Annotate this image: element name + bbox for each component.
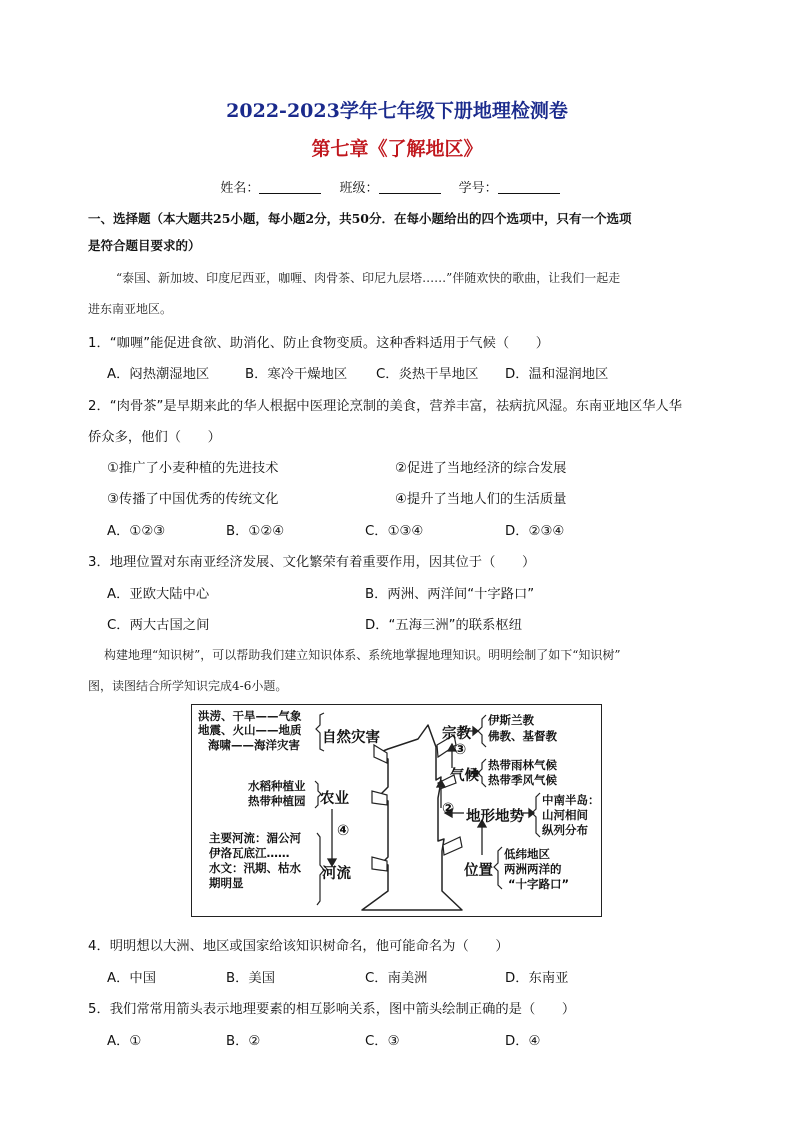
location-label: 位置: [464, 863, 493, 879]
question-3-option-a[interactable]: A．亚欧大陆中心: [107, 587, 210, 602]
question-5-option-c[interactable]: C．③: [365, 1034, 400, 1049]
marker-4: ④: [337, 823, 350, 839]
river-line-2: 伊洛瓦底江……: [209, 846, 290, 860]
figure-intro-line1: 构建地理“知识树”，可以帮助我们建立知识体系、系统地掌握地理知识。明明绘制了如下“知识树”: [104, 648, 621, 662]
river-line-4: 期明显: [209, 876, 244, 890]
question-4-option-a[interactable]: A．中国: [107, 971, 156, 986]
disaster-line-2: 地震、火山——地质: [198, 723, 302, 737]
religion-line-2: 佛教、基督教: [488, 729, 557, 743]
name-label: 姓名：: [220, 181, 260, 196]
disaster-line-1: 洪涝、干旱——气象: [198, 709, 302, 723]
location-line-1: 低纬地区: [504, 847, 550, 861]
question-2-stem-line1: 2．“肉骨茶”是早期来此的华人根据中医理论烹制的美食，营养丰富，祛病抗风湿。东南亚地区华人华: [88, 399, 683, 414]
question-5-stem: 5．我们常常用箭头表示地理要素的相互影响关系，图中箭头绘制正确的是（ ）: [88, 1002, 576, 1017]
question-4-option-c[interactable]: C．南美洲: [365, 971, 428, 986]
class-blank[interactable]: [379, 181, 441, 194]
bracket-religion: [478, 715, 486, 747]
bracket-terrain: [532, 793, 540, 837]
river-line-1: 主要河流：湄公河: [209, 831, 301, 845]
section-heading-line2: 是符合题目要求的）: [88, 238, 201, 253]
question-4-stem: 4．明明想以大洲、地区或国家给该知识树命名，他可能命名为（ ）: [88, 939, 509, 954]
figure-intro-line2: 图，读图结合所学知识完成4-6小题。: [88, 679, 288, 693]
disaster-line-3: 海啸——海洋灾害: [208, 738, 300, 752]
section-heading-line1: 一、选择题（本大题共25小题，每小题2分，共50分．在每小题给出的四个选项中，只有一个选项: [88, 211, 632, 226]
location-line-2: 两洲两洋的: [504, 862, 562, 876]
terrain-line-3: 纵列分布: [542, 823, 588, 837]
terrain-label: 地形地势: [466, 809, 524, 825]
agriculture-line-2: 热带种植园: [248, 794, 306, 808]
question-5-option-d[interactable]: D．④: [505, 1034, 541, 1049]
knowledge-tree-figure: [191, 704, 602, 917]
question-3-option-c[interactable]: C．两大古国之间: [107, 618, 210, 633]
question-2-option-b[interactable]: B．①②④: [226, 524, 285, 539]
river-label: 河流: [322, 866, 351, 882]
terrain-line-2: 山河相间: [542, 808, 588, 822]
climate-line-1: 热带雨林气候: [488, 758, 557, 772]
question-3-option-b[interactable]: B．两洲、两洋间“十字路口”: [365, 587, 535, 602]
branch-location: [443, 837, 462, 855]
name-blank[interactable]: [259, 181, 321, 194]
agriculture-label: 农业: [320, 791, 349, 807]
question-2-statement-1: ①推广了小麦种植的先进技术: [107, 461, 279, 476]
class-label: 班级：: [339, 181, 379, 196]
bracket-location: [494, 847, 502, 889]
question-2-stem-line2: 侨众多，他们（ ）: [88, 430, 221, 445]
exam-title: 2022-2023学年七年级下册地理检测卷: [226, 100, 568, 122]
id-blank[interactable]: [498, 181, 560, 194]
student-info-line: [0, 177, 794, 196]
question-2-option-a[interactable]: A．①②③: [107, 524, 166, 539]
question-1-option-b[interactable]: B．寒冷干燥地区: [245, 367, 348, 382]
question-4-option-b[interactable]: B．美国: [226, 971, 276, 986]
marker-3: ③: [454, 742, 467, 758]
question-2-option-d[interactable]: D．②③④: [505, 524, 565, 539]
marker-2: ②: [442, 801, 455, 817]
question-2-statement-3: ③传播了中国优秀的传统文化: [107, 492, 279, 507]
question-5-option-a[interactable]: A．①: [107, 1034, 142, 1049]
climate-line-2: 热带季风气候: [488, 773, 557, 787]
question-1-option-d[interactable]: D．温和湿润地区: [505, 367, 609, 382]
question-2-statement-2: ②促进了当地经济的综合发展: [395, 461, 567, 476]
question-1-option-a[interactable]: A．闷热潮湿地区: [107, 367, 210, 382]
question-4-option-d[interactable]: D．东南亚: [505, 971, 569, 986]
disaster-label: 自然灾害: [322, 730, 380, 746]
question-3-option-d[interactable]: D．“五海三洲”的联系枢纽: [365, 618, 522, 633]
intro-paragraph-line2: 进东南亚地区。: [88, 302, 173, 316]
question-2-statement-4: ④提升了当地人们的生活质量: [395, 492, 567, 507]
agriculture-line-1: 水稻种植业: [248, 779, 306, 793]
question-5-option-b[interactable]: B．②: [226, 1034, 261, 1049]
religion-line-1: 伊斯兰教: [488, 713, 534, 727]
question-1-stem: 1．“咖喱”能促进食欲、助消化、防止食物变质。这种香料适用于气候（ ）: [88, 336, 550, 351]
branch-disaster: [374, 745, 387, 763]
religion-label: 宗教: [442, 726, 471, 742]
question-3-stem: 3．地理位置对东南亚经济发展、文化繁荣有着重要作用，因其位于（ ）: [88, 555, 536, 570]
terrain-line-1: 中南半岛：: [542, 793, 600, 807]
branch-river: [372, 857, 387, 871]
question-2-option-c[interactable]: C．①③④: [365, 524, 424, 539]
id-label: 学号：: [458, 181, 498, 196]
chapter-title: 第七章《了解地区》: [311, 138, 483, 160]
question-1-option-c[interactable]: C．炎热干旱地区: [376, 367, 479, 382]
river-line-3: 水文：汛期、枯水: [209, 861, 301, 875]
intro-paragraph-line1: “泰国、新加坡、印度尼西亚，咖喱、肉骨茶、印尼九层塔……”伴随欢快的歌曲，让我们一起走: [116, 271, 621, 285]
climate-label: 气候: [450, 768, 479, 784]
location-line-3: “十字路口”: [508, 877, 570, 891]
